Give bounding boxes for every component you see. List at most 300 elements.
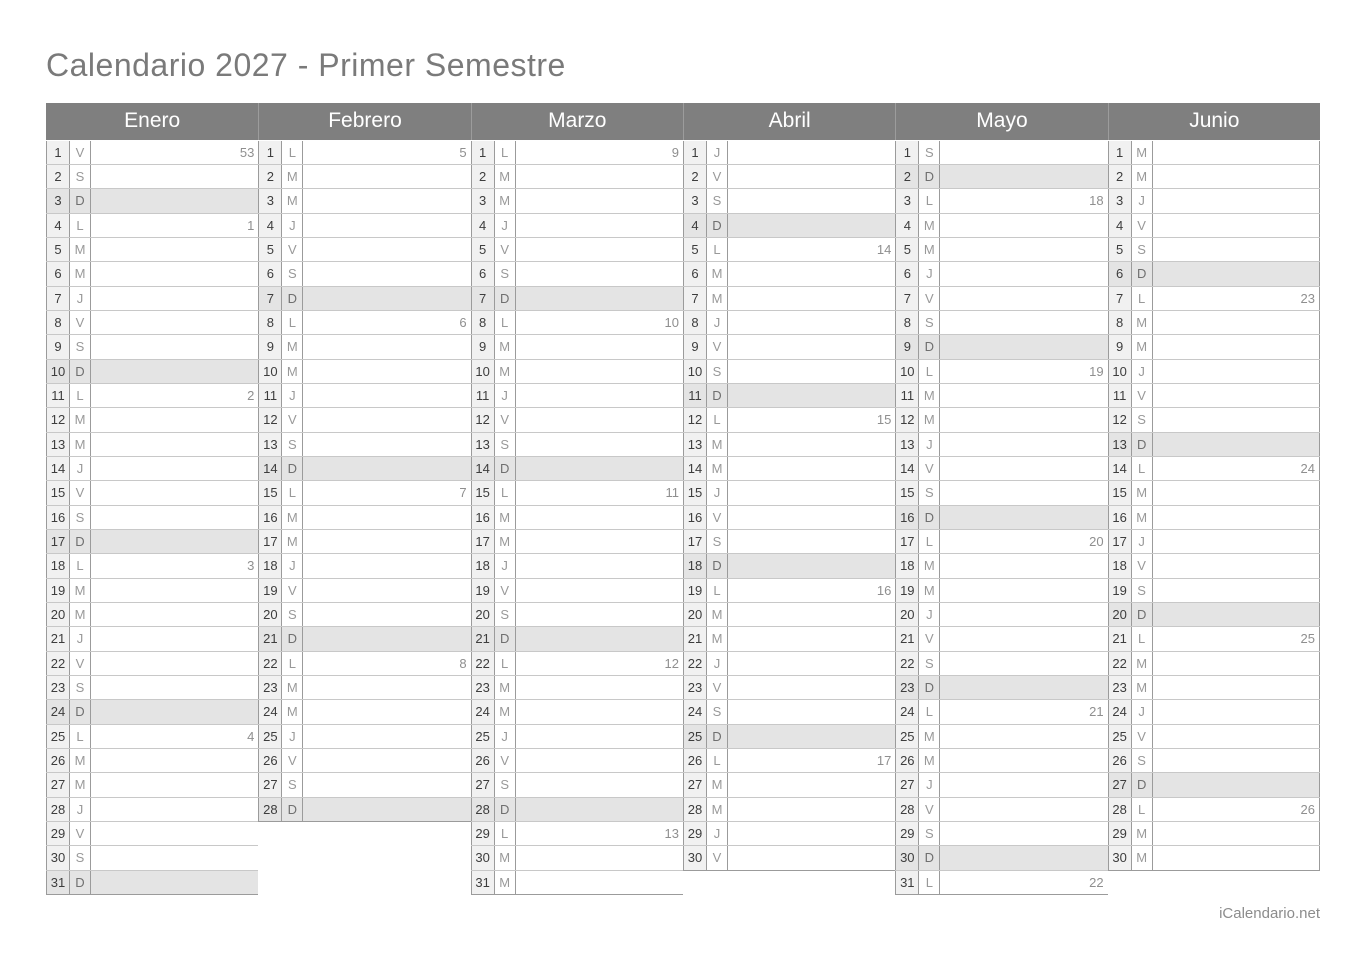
- day-row: [258, 384, 470, 408]
- day-letter: L: [495, 652, 516, 675]
- day-letter: M: [919, 749, 940, 772]
- day-cell: [940, 798, 1107, 821]
- day-row: [895, 749, 1107, 773]
- day-cell: [303, 141, 470, 164]
- day-letter: V: [70, 141, 91, 164]
- day-letter: S: [707, 360, 728, 383]
- day-number: 24: [683, 700, 707, 723]
- day-letter: M: [1132, 481, 1153, 504]
- day-cell: [728, 506, 895, 529]
- day-letter: J: [282, 725, 303, 748]
- day-row: [1108, 189, 1320, 213]
- day-number: 15: [258, 481, 282, 504]
- day-row: [258, 652, 470, 676]
- day-cell: [940, 408, 1107, 431]
- day-number: 14: [471, 457, 495, 480]
- day-cell: [303, 798, 470, 821]
- day-cell: [940, 871, 1107, 894]
- day-number: 31: [46, 871, 70, 894]
- day-cell: [91, 360, 258, 383]
- day-row: [258, 773, 470, 797]
- day-cell: [303, 214, 470, 237]
- day-row: [471, 725, 683, 749]
- day-row: [1108, 554, 1320, 578]
- day-cell: [516, 481, 683, 504]
- day-number: 2: [1108, 165, 1132, 188]
- day-row: [683, 773, 895, 797]
- day-row: [471, 384, 683, 408]
- day-cell: [1153, 749, 1320, 772]
- day-number: 26: [46, 749, 70, 772]
- day-letter: V: [919, 627, 940, 650]
- week-number: 15: [876, 412, 892, 428]
- day-letter: L: [495, 311, 516, 334]
- day-number: 20: [683, 603, 707, 626]
- day-number: 22: [683, 652, 707, 675]
- day-letter: M: [707, 433, 728, 456]
- day-row: [895, 725, 1107, 749]
- day-number: 11: [895, 384, 919, 407]
- day-row: [895, 457, 1107, 481]
- day-number: 23: [683, 676, 707, 699]
- day-number: 17: [46, 530, 70, 553]
- day-cell: [516, 262, 683, 285]
- day-cell: [940, 579, 1107, 602]
- day-cell: [728, 335, 895, 358]
- day-letter: L: [282, 652, 303, 675]
- day-letter: J: [707, 141, 728, 164]
- day-row: [471, 652, 683, 676]
- day-letter: M: [282, 165, 303, 188]
- day-row: [683, 798, 895, 822]
- day-cell: [516, 360, 683, 383]
- day-row: [683, 311, 895, 335]
- week-number: 13: [664, 825, 679, 841]
- day-letter: J: [707, 652, 728, 675]
- day-row: [895, 652, 1107, 676]
- day-cell: [1153, 652, 1320, 675]
- day-number: 31: [471, 871, 495, 894]
- day-number: 19: [683, 579, 707, 602]
- day-number: 17: [895, 530, 919, 553]
- day-row: [895, 579, 1107, 603]
- day-number: 1: [471, 141, 495, 164]
- day-number: 25: [258, 725, 282, 748]
- day-number: 25: [1108, 725, 1132, 748]
- day-letter: S: [70, 676, 91, 699]
- day-number: 31: [895, 871, 919, 894]
- day-letter: M: [282, 530, 303, 553]
- day-row: [895, 311, 1107, 335]
- day-row: [471, 846, 683, 870]
- day-letter: M: [282, 676, 303, 699]
- day-row: [258, 725, 470, 749]
- day-number: 1: [683, 141, 707, 164]
- day-number: 27: [895, 773, 919, 796]
- day-number: 22: [258, 652, 282, 675]
- day-cell: [940, 846, 1107, 869]
- day-row: [46, 408, 258, 432]
- day-cell: [940, 481, 1107, 504]
- day-row: [46, 384, 258, 408]
- day-cell: [516, 554, 683, 577]
- day-number: 2: [683, 165, 707, 188]
- day-cell: [1153, 603, 1320, 626]
- calendar-grid: [46, 103, 1320, 895]
- day-cell: [1153, 846, 1320, 869]
- day-number: 19: [46, 579, 70, 602]
- day-letter: S: [919, 481, 940, 504]
- day-cell: [728, 773, 895, 796]
- day-row: [46, 189, 258, 213]
- day-number: 4: [895, 214, 919, 237]
- day-row: [471, 627, 683, 651]
- day-number: 29: [683, 822, 707, 845]
- day-letter: L: [707, 408, 728, 431]
- day-number: 16: [258, 506, 282, 529]
- day-number: 23: [895, 676, 919, 699]
- day-letter: V: [1132, 214, 1153, 237]
- week-number: 18: [1089, 193, 1104, 209]
- day-number: 9: [471, 335, 495, 358]
- day-number: 29: [1108, 822, 1132, 845]
- day-number: 29: [895, 822, 919, 845]
- day-row: [258, 311, 470, 335]
- day-number: 12: [1108, 408, 1132, 431]
- week-number: 12: [664, 655, 679, 671]
- day-cell: [516, 189, 683, 212]
- day-number: 2: [258, 165, 282, 188]
- day-number: 27: [258, 773, 282, 796]
- day-cell: [940, 360, 1107, 383]
- day-row: [683, 846, 895, 870]
- day-letter: M: [1132, 335, 1153, 358]
- day-number: 3: [895, 189, 919, 212]
- day-cell: [728, 457, 895, 480]
- day-cell: [91, 700, 258, 723]
- day-letter: J: [919, 603, 940, 626]
- day-row: [258, 554, 470, 578]
- day-number: 11: [258, 384, 282, 407]
- day-row: [258, 238, 470, 262]
- day-row: [471, 335, 683, 359]
- day-letter: J: [282, 214, 303, 237]
- day-cell: [91, 506, 258, 529]
- day-number: 20: [46, 603, 70, 626]
- month-title: Mayo: [895, 103, 1107, 140]
- day-number: 1: [258, 141, 282, 164]
- day-row: [1108, 506, 1320, 530]
- day-cell: [303, 238, 470, 261]
- day-row: [471, 457, 683, 481]
- day-letter: M: [70, 238, 91, 261]
- day-row: [683, 189, 895, 213]
- day-letter: M: [707, 798, 728, 821]
- day-number: 4: [683, 214, 707, 237]
- day-number: 30: [895, 846, 919, 869]
- day-row: [46, 214, 258, 238]
- day-letter: D: [707, 725, 728, 748]
- day-letter: D: [1132, 603, 1153, 626]
- month-title: Junio: [1108, 103, 1320, 140]
- day-row: [1108, 262, 1320, 286]
- day-letter: M: [495, 676, 516, 699]
- day-number: 7: [46, 287, 70, 310]
- day-number: 16: [46, 506, 70, 529]
- month-rows: [258, 141, 470, 822]
- day-number: 6: [46, 262, 70, 285]
- day-cell: [1153, 311, 1320, 334]
- day-letter: V: [70, 481, 91, 504]
- day-cell: [1153, 165, 1320, 188]
- month-column-marzo: [471, 103, 683, 895]
- day-letter: D: [495, 798, 516, 821]
- day-letter: D: [707, 214, 728, 237]
- day-number: 19: [1108, 579, 1132, 602]
- day-number: 23: [258, 676, 282, 699]
- day-number: 2: [895, 165, 919, 188]
- day-cell: [303, 749, 470, 772]
- day-letter: D: [282, 457, 303, 480]
- day-row: [46, 579, 258, 603]
- day-number: 24: [471, 700, 495, 723]
- day-cell: [940, 725, 1107, 748]
- day-cell: [516, 652, 683, 675]
- day-cell: [91, 384, 258, 407]
- day-number: 17: [683, 530, 707, 553]
- day-cell: [516, 530, 683, 553]
- day-cell: [303, 773, 470, 796]
- day-row: [683, 141, 895, 165]
- day-row: [683, 360, 895, 384]
- day-row: [46, 457, 258, 481]
- week-number: 23: [1300, 290, 1315, 306]
- day-row: [1108, 846, 1320, 870]
- day-cell: [516, 579, 683, 602]
- day-row: [1108, 652, 1320, 676]
- day-number: 21: [258, 627, 282, 650]
- day-number: 9: [683, 335, 707, 358]
- day-row: [895, 530, 1107, 554]
- day-row: [471, 871, 683, 895]
- day-cell: [940, 262, 1107, 285]
- month-title: Marzo: [471, 103, 683, 140]
- day-number: 5: [46, 238, 70, 261]
- day-row: [46, 165, 258, 189]
- day-number: 3: [1108, 189, 1132, 212]
- day-letter: M: [1132, 846, 1153, 869]
- day-number: 14: [46, 457, 70, 480]
- day-letter: M: [495, 165, 516, 188]
- day-row: [1108, 822, 1320, 846]
- day-number: 3: [258, 189, 282, 212]
- day-letter: J: [919, 433, 940, 456]
- day-number: 21: [46, 627, 70, 650]
- day-letter: S: [1132, 408, 1153, 431]
- day-row: [258, 360, 470, 384]
- week-number: 22: [1089, 874, 1104, 890]
- day-number: 7: [683, 287, 707, 310]
- day-letter: S: [495, 262, 516, 285]
- day-number: 4: [46, 214, 70, 237]
- day-row: [895, 384, 1107, 408]
- day-row: [683, 408, 895, 432]
- day-cell: [516, 773, 683, 796]
- day-letter: D: [919, 846, 940, 869]
- day-cell: [303, 530, 470, 553]
- day-cell: [91, 530, 258, 553]
- day-cell: [940, 335, 1107, 358]
- day-letter: J: [70, 287, 91, 310]
- day-row: [46, 627, 258, 651]
- day-cell: [1153, 700, 1320, 723]
- week-number: 2: [247, 388, 255, 404]
- day-letter: L: [70, 725, 91, 748]
- day-cell: [516, 335, 683, 358]
- day-number: 15: [1108, 481, 1132, 504]
- day-letter: M: [919, 579, 940, 602]
- day-letter: M: [1132, 652, 1153, 675]
- day-number: 29: [471, 822, 495, 845]
- day-number: 11: [46, 384, 70, 407]
- week-number: 24: [1300, 461, 1315, 477]
- page-title: Calendario 2027 - Primer Semestre: [46, 47, 566, 83]
- day-row: [895, 627, 1107, 651]
- day-letter: D: [282, 798, 303, 821]
- day-row: [471, 433, 683, 457]
- day-letter: S: [1132, 749, 1153, 772]
- day-number: 18: [1108, 554, 1132, 577]
- day-letter: M: [707, 287, 728, 310]
- day-number: 11: [683, 384, 707, 407]
- day-number: 5: [1108, 238, 1132, 261]
- day-row: [1108, 238, 1320, 262]
- day-letter: L: [707, 579, 728, 602]
- day-row: [258, 214, 470, 238]
- day-letter: M: [1132, 311, 1153, 334]
- day-row: [471, 749, 683, 773]
- day-cell: [940, 384, 1107, 407]
- day-number: 19: [471, 579, 495, 602]
- day-letter: S: [70, 165, 91, 188]
- day-letter: V: [919, 457, 940, 480]
- day-letter: M: [282, 189, 303, 212]
- day-row: [471, 603, 683, 627]
- day-row: [46, 141, 258, 165]
- day-number: 20: [258, 603, 282, 626]
- day-letter: L: [919, 360, 940, 383]
- day-number: 5: [895, 238, 919, 261]
- day-number: 25: [46, 725, 70, 748]
- day-number: 5: [683, 238, 707, 261]
- day-cell: [940, 506, 1107, 529]
- day-letter: J: [707, 481, 728, 504]
- week-number: 26: [1300, 801, 1315, 817]
- day-row: [471, 481, 683, 505]
- day-number: 8: [683, 311, 707, 334]
- day-cell: [728, 360, 895, 383]
- day-letter: J: [70, 627, 91, 650]
- day-letter: V: [70, 822, 91, 845]
- day-cell: [728, 749, 895, 772]
- day-number: 16: [471, 506, 495, 529]
- day-cell: [91, 165, 258, 188]
- day-row: [895, 165, 1107, 189]
- day-number: 26: [895, 749, 919, 772]
- day-number: 17: [1108, 530, 1132, 553]
- day-cell: [728, 384, 895, 407]
- day-letter: L: [1132, 287, 1153, 310]
- day-letter: S: [282, 773, 303, 796]
- day-row: [258, 165, 470, 189]
- day-row: [1108, 627, 1320, 651]
- day-cell: [516, 165, 683, 188]
- day-row: [683, 165, 895, 189]
- day-cell: [1153, 554, 1320, 577]
- day-row: [471, 676, 683, 700]
- day-row: [1108, 214, 1320, 238]
- day-letter: S: [70, 506, 91, 529]
- day-number: 9: [895, 335, 919, 358]
- day-row: [895, 798, 1107, 822]
- day-row: [1108, 287, 1320, 311]
- day-number: 10: [683, 360, 707, 383]
- day-letter: J: [707, 311, 728, 334]
- week-number: 8: [459, 655, 467, 671]
- day-row: [471, 165, 683, 189]
- day-row: [683, 603, 895, 627]
- day-row: [1108, 773, 1320, 797]
- day-row: [471, 214, 683, 238]
- day-letter: D: [495, 457, 516, 480]
- day-number: 22: [46, 652, 70, 675]
- day-letter: D: [70, 871, 91, 894]
- day-cell: [940, 554, 1107, 577]
- day-cell: [940, 287, 1107, 310]
- day-letter: D: [495, 287, 516, 310]
- day-letter: V: [707, 165, 728, 188]
- day-number: 3: [471, 189, 495, 212]
- day-row: [471, 262, 683, 286]
- day-number: 14: [895, 457, 919, 480]
- day-cell: [940, 749, 1107, 772]
- day-cell: [516, 676, 683, 699]
- day-number: 6: [471, 262, 495, 285]
- day-letter: V: [282, 749, 303, 772]
- day-number: 28: [471, 798, 495, 821]
- day-row: [258, 481, 470, 505]
- day-cell: [303, 725, 470, 748]
- day-letter: S: [495, 603, 516, 626]
- month-column-abril: [683, 103, 895, 895]
- day-letter: D: [1132, 433, 1153, 456]
- day-row: [258, 798, 470, 822]
- day-number: 27: [46, 773, 70, 796]
- day-number: 25: [895, 725, 919, 748]
- day-cell: [728, 676, 895, 699]
- day-letter: M: [495, 360, 516, 383]
- day-cell: [91, 481, 258, 504]
- day-number: 27: [683, 773, 707, 796]
- day-letter: V: [707, 846, 728, 869]
- day-cell: [516, 700, 683, 723]
- day-number: 7: [258, 287, 282, 310]
- day-row: [683, 676, 895, 700]
- day-cell: [728, 846, 895, 869]
- day-row: [683, 287, 895, 311]
- day-row: [895, 603, 1107, 627]
- day-number: 30: [471, 846, 495, 869]
